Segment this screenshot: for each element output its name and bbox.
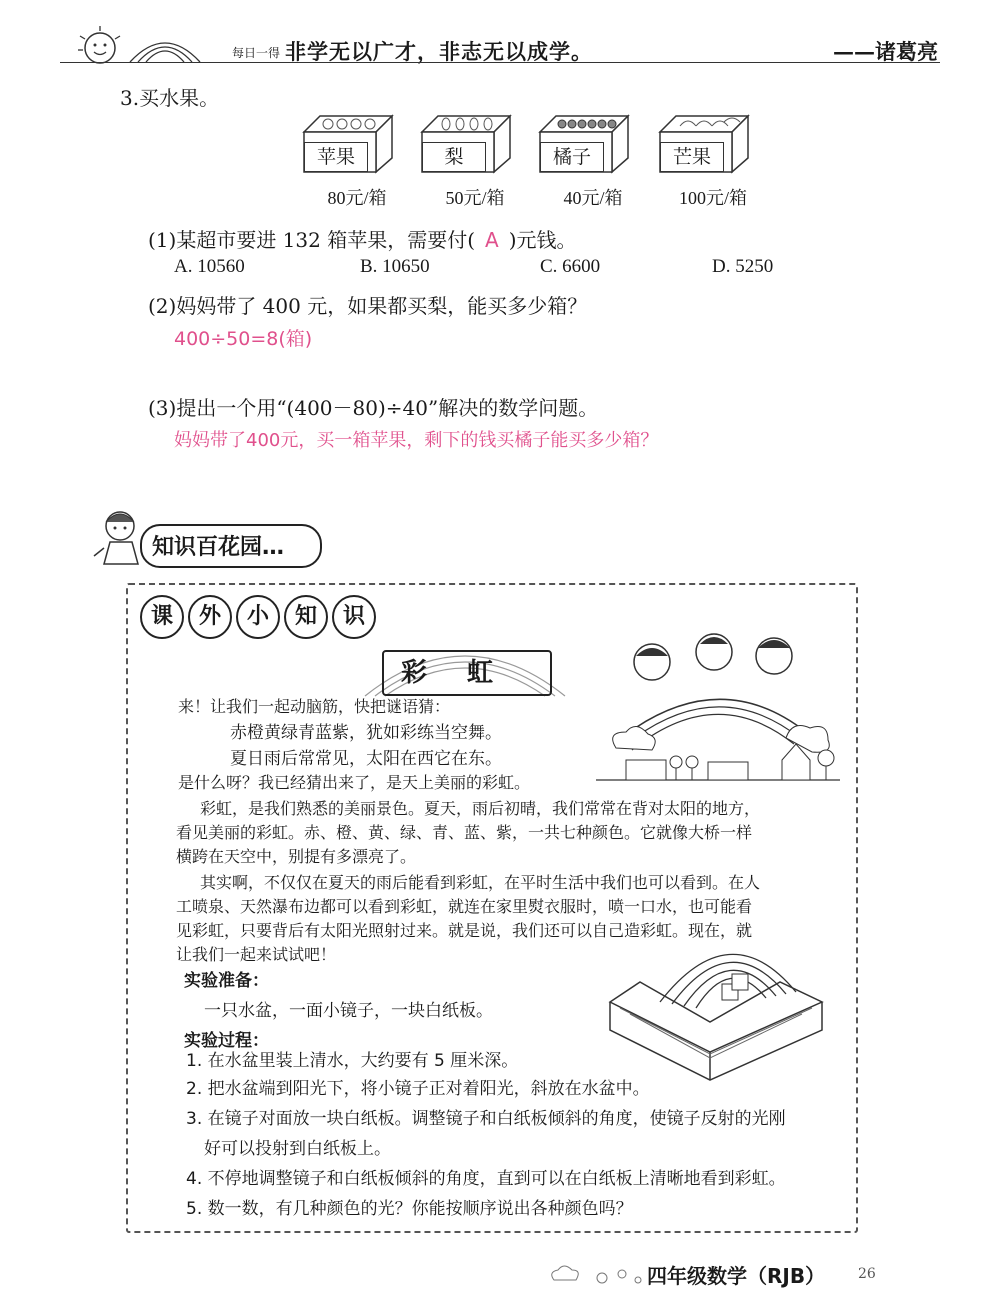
q1-text — [148, 224, 577, 253]
banner-char: 识 — [332, 595, 376, 639]
header-motto: 非学无以广才，非志无以成学。 — [285, 39, 593, 64]
fruit-label: 芒果 — [660, 142, 724, 172]
para2-line4: 让我们一起来试试吧！ — [176, 945, 337, 964]
para1-line1: 彩虹，是我们熟悉的美丽景色。夏天，雨后初晴，我们常常在背对太阳的地方， — [200, 799, 761, 818]
prep-text: 一只水盆，一面小镜子，一块白纸板。 — [204, 1001, 493, 1021]
step-5: 5. 数一数，有几种颜色的光？你能按顺序说出各种颜色吗？ — [186, 1199, 633, 1219]
banner-char: 课 — [140, 595, 184, 639]
fruit-box-orange — [538, 112, 648, 212]
footer-flower-decoration-icon — [546, 1262, 646, 1290]
q3-answer: 妈妈带了400元，买一箱苹果，剩下的钱买橘子能买多少箱？ — [174, 430, 659, 451]
fruit-price: 40元/箱 — [563, 188, 623, 208]
para1-line3: 横跨在天空中，别提有多漂亮了。 — [176, 847, 417, 866]
fruit-box-apple — [302, 112, 412, 212]
q1-option-a: A. 10560 — [174, 256, 245, 277]
fruit-label: 橘子 — [540, 142, 604, 172]
banner-char: 外 — [188, 595, 232, 639]
header-divider — [60, 62, 940, 63]
fruit-box-mango — [658, 112, 768, 212]
footer-label: 四年级数学（RJB） — [647, 1264, 826, 1288]
open-book-rainbow-illustration — [600, 932, 832, 1082]
header-badge: 每日一得 — [232, 46, 281, 60]
para2-line2: 工喷泉、天然瀑布边都可以看到彩虹，就连在家里熨衣服时，喷一口水，也可能看 — [176, 897, 753, 916]
q3-text: (3)提出一个用“(400－80)÷40”解决的数学问题。 — [148, 396, 599, 420]
banner — [140, 595, 380, 639]
q2-answer: 400÷50=8(箱) — [174, 328, 313, 350]
fruit-label: 梨 — [422, 142, 486, 172]
banner-char: 小 — [236, 595, 280, 639]
step-1: 1. 在水盆里装上清水，大约要有 5 厘米深。 — [186, 1051, 519, 1071]
para1-line2: 看见美丽的彩虹。赤、橙、黄、绿、青、蓝、紫，一共七种颜色。它就像大桥一样 — [176, 823, 753, 842]
q2-text: (2)妈妈带了 400 元，如果都买梨，能买多少箱？ — [148, 294, 588, 318]
fruit-price: 100元/箱 — [678, 188, 747, 208]
fruit-box-pear — [420, 112, 530, 212]
step-3-cont: 好可以投射到白纸板上。 — [204, 1139, 391, 1159]
q1-suffix: )元钱。 — [508, 228, 577, 252]
q1-prefix: (1)某超市要进 132 箱苹果，需要付( — [148, 228, 476, 252]
fruit-label: 苹果 — [304, 142, 368, 172]
riddle-line-2: 夏日雨后常常见，太阳在西它在东。 — [230, 749, 502, 769]
q1-option-c: C. 6600 — [540, 256, 601, 277]
step-2: 2. 把水盆端到阳光下，将小镜子正对着阳光，斜放在水盆中。 — [186, 1079, 650, 1099]
section-title: 知识百花园… — [152, 535, 285, 560]
fruit-price: 80元/箱 — [327, 188, 387, 208]
riddle-intro: 来！让我们一起动脑筋，快把谜语猜： — [178, 697, 451, 716]
step-3: 3. 在镜子对面放一块白纸板。调整镜子和白纸板倾斜的角度，使镜子反射的光刚 — [186, 1109, 786, 1129]
page-number: 26 — [858, 1266, 876, 1282]
question-title: 3.买水果。 — [120, 86, 220, 110]
article-title: 彩虹 — [382, 650, 552, 696]
para2-line1: 其实啊，不仅仅在夏天的雨后能看到彩虹，在平时生活中我们也可以看到。在人 — [200, 873, 761, 892]
kids-rainbow-illustration — [596, 622, 840, 784]
riddle-line-1: 赤橙黄绿青蓝紫，犹如彩练当空舞。 — [230, 723, 502, 743]
header-author: ——诸葛亮 — [833, 39, 938, 64]
q1-answer: A — [485, 228, 499, 252]
step-4: 4. 不停地调整镜子和白纸板倾斜的角度，直到可以在白纸板上清晰地看到彩虹。 — [186, 1169, 786, 1189]
q1-option-b: B. 10650 — [360, 256, 430, 277]
para2-line3: 见彩虹，只要背后有太阳光照射过来。就是说，我们还可以自己造彩虹。现在，就 — [176, 921, 753, 940]
banner-char: 知 — [284, 595, 328, 639]
prep-title: 实验准备： — [184, 971, 269, 991]
q1-option-d: D. 5250 — [712, 256, 774, 277]
riddle-answer: 是什么呀？我已经猜出来了，是天上美丽的彩虹。 — [178, 773, 531, 792]
proc-title: 实验过程： — [184, 1031, 269, 1051]
fruit-price: 50元/箱 — [445, 188, 505, 208]
